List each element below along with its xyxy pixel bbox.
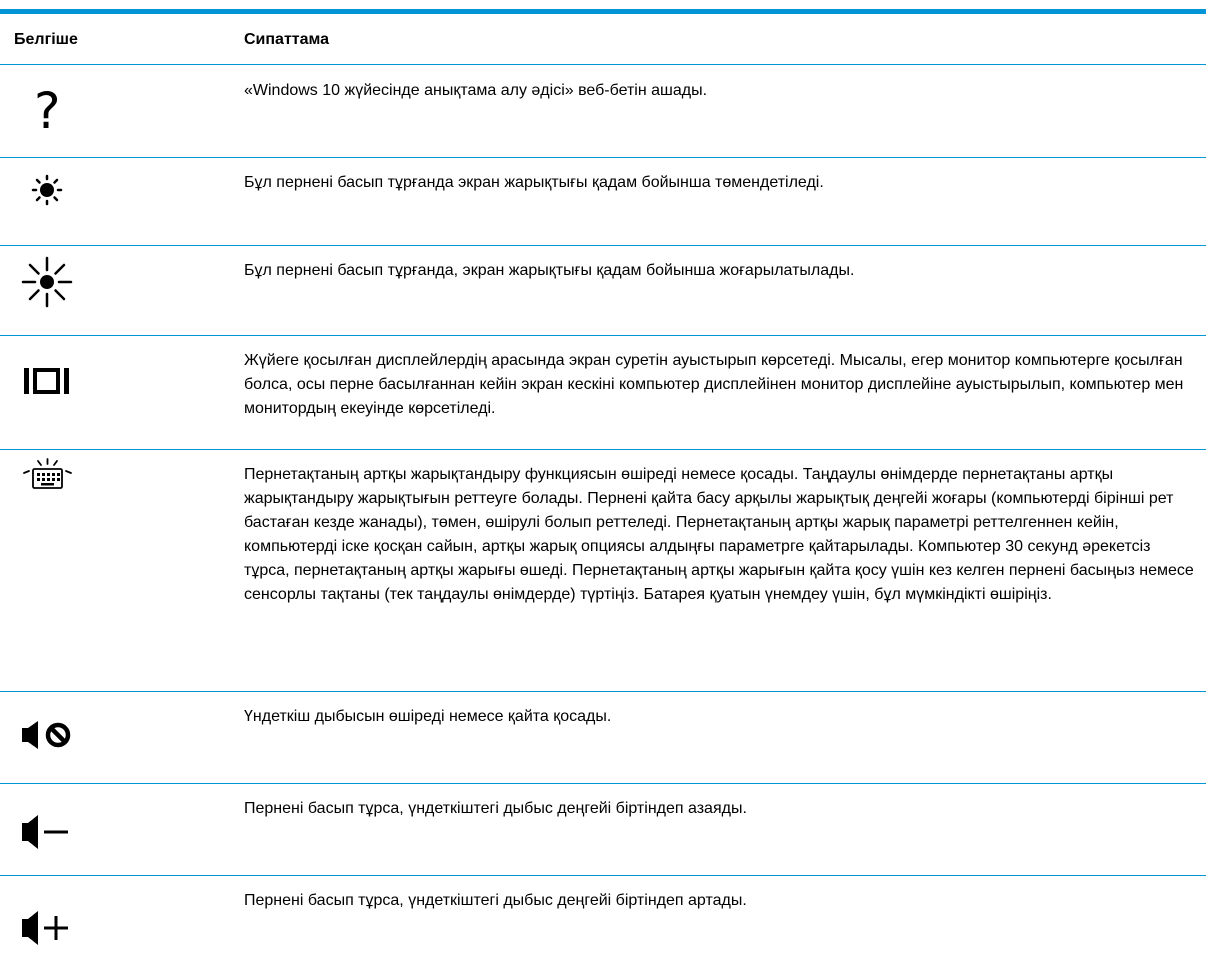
row-description: Бұл пернені басып тұрғанда экран жарықтығы қадам бойынша төмендетіледі. [244,174,824,191]
table-row [0,157,1206,246]
table-row [0,691,1206,784]
row-description: Бұл пернені басып тұрғанда, экран жарықтығы қадам бойынша жоғарылатылады. [244,262,855,279]
table-row [0,335,1206,450]
row-description: Пернені басып тұрса, үндеткіштегі дыбыс деңгейі біртіндеп артады. [244,892,747,909]
row-description: Үндеткіш дыбысын өшіреді немесе қайта қосады. [244,708,612,725]
table-row [0,245,1206,336]
column-header-icon: Белгіше [14,31,78,48]
brightness-down-icon [14,157,104,245]
column-header-description: Сипаттама [244,31,330,48]
table-row [0,783,1206,876]
table-row [0,449,1206,692]
brightness-up-icon [14,245,104,335]
row-description: «Windows 10 жүйесінде анықтама алу әдісі» веб-бетін ашады. [244,82,708,99]
row-description: Пернені басып тұрса, үндеткіштегі дыбыс деңгейі біртіндеп азаяды. [244,800,747,817]
table-row [0,65,1206,158]
volume-down-icon [14,783,104,875]
table-header [0,14,1206,65]
question-mark-icon [14,65,104,157]
keyboard-backlight-icon [14,449,104,691]
speaker-mute-icon [14,691,104,783]
svg-text:?: ? [34,82,61,140]
row-description: Жүйеге қосылған дисплейлердің арасында экран суретін ауыстырып көрсетеді. Мысалы, егер монитор компьютерге қосылған болса, осы перне басылғаннан кейін экран кескіні компьютер дисплейінен монитор дисплейіне ауыстырылып, компьютер мен монитордың екеуінде көрсетіледі. [244,352,1184,417]
volume-up-icon [14,875,104,973]
switch-display-icon [14,335,104,449]
table-row [0,875,1206,973]
row-description: Пернетақтаның артқы жарықтандыру функциясын өшіреді немесе қосады. Таңдаулы өнімдерде пернетақтаны артқы жарықтандыру жарықтығын реттеуге болады. Пернені қайта басу арқылы жарықтық деңгейі жоғары (компьютерді бірінші рет бастаған кезде жанады), төмен, өшірулі болып реттеледі. Пернетақтаның артқы жарық параметрі реттелгеннен кейін, компьютерді іске қосқан сайын, артқы жарық опциясы алдыңғы параметрге қайтарылады. Компьютер 30 секунд әрекетсіз тұрса, пернетақтаның артқы жарығы өшеді. Пернетақтаның артқы жарығын қайта қосу үшін кез келген пернені басыңыз немесе сенсорлы тақтаны (тек таңдаулы өнімдерде) түртіңіз. Батарея қуатын үнемдеу үшін, бұл мүмкіндікті өшіріңіз. [244,466,1194,603]
